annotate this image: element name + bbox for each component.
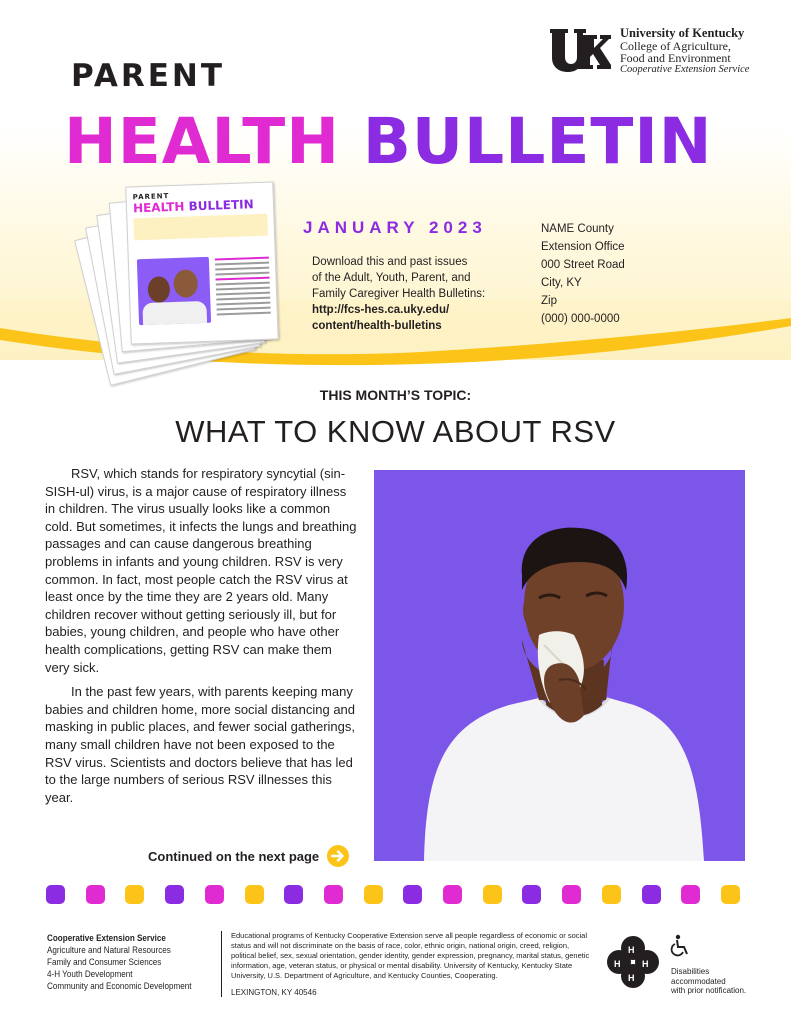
download-line2: of the Adult, Youth, Parent, and [312, 272, 471, 284]
article-paragraph-2: In the past few years, with parents keeping many babies and children home, more social distancing and masking in public places, and fewer social gatherings, many small children have not been exposed to the RSV virus. Scientists and doctors believe that has led to the large numbers of serious RSV illnesses this year. [45, 684, 356, 805]
disabilities-note [671, 967, 746, 996]
decorative-dot [324, 885, 343, 904]
mini-face [173, 269, 198, 298]
decorative-dot [522, 885, 541, 904]
decorative-dot [681, 885, 700, 904]
uk-logo-icon [549, 27, 611, 73]
footer-service: Cooperative Extension Service [47, 933, 166, 943]
university-line2: College of Agriculture, [620, 39, 731, 53]
four-h-clover-icon [603, 932, 663, 992]
article-body [45, 465, 357, 813]
download-line3: Family Caregiver Health Bulletins: [312, 288, 486, 300]
child-sneezing-photo [374, 470, 745, 861]
mini-parent-label: PARENT [132, 192, 170, 202]
article-paragraph-1: RSV, which stands for respiratory syncytial (sin-SISH-ul) virus, is a major cause of respiratory illness in children. The virus usually looks like a common cold. But sometimes, it infects the lungs and breathing passages and can cause dangerous breathing problems in infants and young children. RSV is very common. In fact, most people catch the RSV virus at least once by the time they are 2 years old. Many children recover without getting seriously ill, but for babies, young children, and people who have other health complications, getting RSV can make them very sick. [45, 466, 357, 675]
university-name-block [620, 27, 749, 76]
footer-divider [221, 931, 222, 997]
footer-program-2: Family and Consumer Sciences [47, 957, 162, 967]
footer-nondiscrimination-notice: Educational programs of Kentucky Cooperative Extension serve all people regardless of economic or social status and will not discriminate on the basis of race, color, ethnic origin, national origin, creed, religion, political belief, sex, sexual orientation, gender identity, gender expression, pregnancy, marital status, genetic information, age, veteran status, or physical or mental disability. University of Kentucky, Kentucky State University, U.S. Department of Agriculture, and Kentucky Counties, Cooperating. [231, 931, 590, 980]
download-line1: Download this and past issues [312, 256, 468, 268]
mini-health: HEALTH [132, 199, 185, 216]
office-line5: Zip [541, 295, 557, 307]
decorative-dot [205, 885, 224, 904]
mini-bulletin: BULLETIN [188, 197, 254, 214]
decorative-dot [483, 885, 502, 904]
disabilities-line1: Disabilities [671, 967, 710, 976]
bulletin-url-line1[interactable]: http://fcs-hes.ca.uky.edu/ [312, 304, 450, 316]
cover-front-sheet [125, 181, 278, 344]
footer-program-1: Agriculture and Natural Resources [47, 945, 171, 955]
topic-title: WHAT TO KNOW ABOUT RSV [175, 414, 616, 449]
office-line3: 000 Street Road [541, 259, 625, 271]
decorative-dot [403, 885, 422, 904]
wheelchair-accessibility-icon [669, 934, 691, 958]
mini-text-lines [215, 257, 271, 319]
decorative-dot [562, 885, 581, 904]
disabilities-line2: accommodated [671, 976, 726, 986]
extension-office-address [541, 220, 625, 328]
footer-address: LEXINGTON, KY 40546 [231, 988, 317, 997]
decorative-dot-row [46, 885, 746, 905]
decorative-dot [46, 885, 65, 904]
mini-shirt [142, 301, 207, 325]
svg-text:H: H [628, 945, 635, 955]
download-info [312, 254, 532, 334]
mini-family-photo [137, 257, 211, 325]
office-line1: NAME County [541, 223, 614, 235]
decorative-dot [245, 885, 264, 904]
office-line2: Extension Office [541, 241, 625, 253]
svg-text:H: H [614, 959, 621, 969]
title-health-bulletin [64, 106, 713, 178]
title-parent: PARENT [71, 58, 226, 94]
mini-header-strip [133, 214, 268, 241]
svg-text:H: H [628, 973, 635, 983]
continued-link[interactable] [148, 845, 349, 867]
decorative-dot [721, 885, 740, 904]
mini-face [147, 276, 170, 303]
decorative-dot [125, 885, 144, 904]
bulletin-covers-thumbnail [88, 180, 288, 350]
arrow-right-icon [327, 845, 349, 867]
svg-text:H: H [642, 959, 649, 969]
footer-program-3: 4-H Youth Development [47, 969, 133, 979]
issue-date: JANUARY 2023 [303, 218, 487, 237]
topic-label: THIS MONTH’S TOPIC: [319, 387, 472, 403]
decorative-dot [642, 885, 661, 904]
decorative-dot [86, 885, 105, 904]
office-line4: City, KY [541, 277, 582, 289]
footer-program-4: Community and Economic Development [47, 981, 192, 991]
continued-label: Continued on the next page [148, 848, 320, 864]
office-line6: (000) 000-0000 [541, 313, 620, 325]
university-line1: University of Kentucky [620, 26, 745, 40]
decorative-dot [284, 885, 303, 904]
title-bulletin-word: BULLETIN [362, 105, 713, 178]
decorative-dot [165, 885, 184, 904]
bulletin-url-line2[interactable]: content/health-bulletins [312, 320, 442, 332]
decorative-dot [602, 885, 621, 904]
decorative-dot [443, 885, 462, 904]
disabilities-line3: with prior notification. [671, 986, 747, 995]
university-line4: Cooperative Extension Service [620, 64, 750, 75]
decorative-dot [364, 885, 383, 904]
footer-notice-block [231, 931, 591, 998]
child-illustration [374, 470, 745, 861]
university-line3: Food and Environment [620, 51, 731, 65]
footer-programs [47, 932, 192, 992]
title-health-word: HEALTH [64, 105, 340, 178]
